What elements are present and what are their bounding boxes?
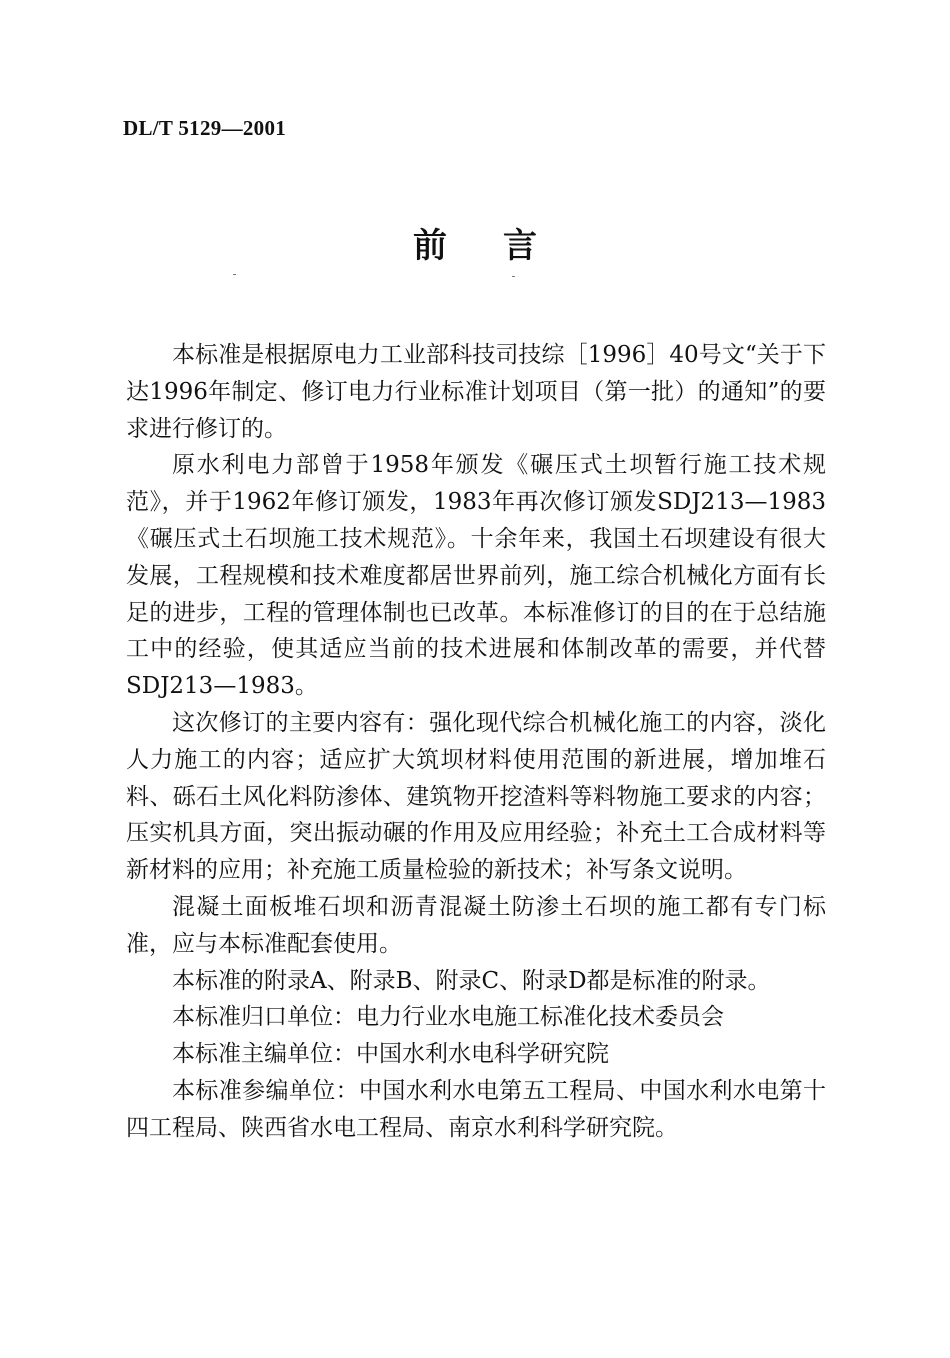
preface-body [126, 337, 826, 1147]
paragraph: 本标准参编单位：中国水利水电第五工程局、中国水利水电第十四工程局、陕西省水电工程局、南京水利科学研究院。 [126, 1077, 826, 1141]
paragraph: 本标准归口单位：电力行业水电施工标准化技术委员会 [172, 1004, 724, 1031]
scan-speck [512, 276, 515, 277]
paragraph: 本标准是根据原电力工业部科技司技综［1996］40号文“关于下达1996年制定、修订电力行业标准计划项目（第一批）的通知”的要求进行修订的。 [126, 342, 826, 442]
paragraph: 混凝土面板堆石坝和沥青混凝土防渗土石坝的施工都有专门标准，应与本标准配套使用。 [126, 893, 826, 957]
paragraph: 这次修订的主要内容有：强化现代综合机械化施工的内容，淡化人力施工的内容；适应扩大筑坝材料使用范围的新进展，增加堆石料、砾石土风化料防渗体、建筑物开挖渣料等料物施工要求的内容；压实机具方面，突出振动碾的作用及应用经验；补充土工合成材料等新材料的应用；补充施工质量检验的新技术；补写条文说明。 [126, 709, 826, 884]
page-title: 前言 [413, 226, 593, 266]
paragraph: 原水利电力部曾于1958年颁发《碾压式土坝暂行施工技术规范》，并于1962年修订颁发，1983年再次修订颁发SDJ213—1983《碾压式土石坝施工技术规范》。十余年来，我国土石坝建设有很大发展，工程规模和技术难度都居世界前列，施工综合机械化方面有长足的进步，工程的管理体制也已改革。本标准修订的目的在于总结施工中的经验，使其适应当前的技术进展和体制改革的需要，并代替SDJ213—1983。 [126, 452, 826, 700]
scan-speck [233, 274, 236, 275]
paragraph: 本标准主编单位：中国水利水电科学研究院 [172, 1041, 609, 1068]
standard-code: DL/T 5129—2001 [123, 116, 287, 140]
paragraph: 本标准的附录A、附录B、附录C、附录D都是标准的附录。 [172, 967, 771, 994]
